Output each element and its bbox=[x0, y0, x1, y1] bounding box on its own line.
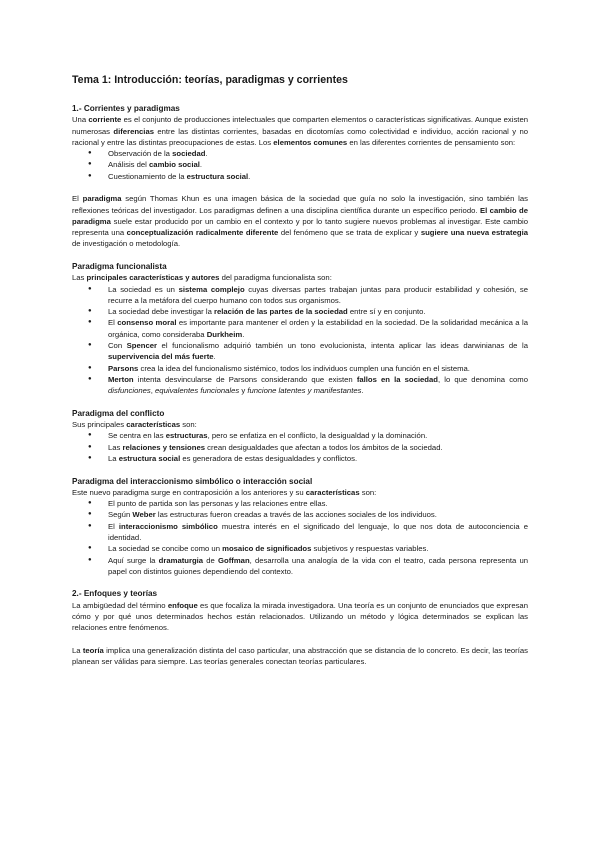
italic-text: funcione latentes y manifestantes bbox=[247, 386, 362, 396]
text-run: son: bbox=[180, 420, 197, 430]
text-run: . bbox=[248, 171, 251, 181]
text-run: entre las distintas corrientes, basadas en dicotomías como colectividad e individuo, acción racional y no racional y entre las distintas preocupaciones de estas. Los bbox=[72, 126, 528, 147]
bold-text: cambio social bbox=[149, 160, 200, 170]
bold-text: enfoque bbox=[167, 600, 198, 610]
text-run: El bbox=[108, 521, 119, 531]
text-run: subjetivos y respuestas variables. bbox=[311, 544, 429, 554]
text-run: Con bbox=[108, 341, 127, 351]
bold-text: fallos en la sociedad bbox=[356, 374, 438, 384]
text-run: Cuestionamiento de la bbox=[108, 171, 187, 181]
text-run: , desarrolla una analogía de la vida con el teatro, cada persona representa un papel con distintos guiones dependiendo del contexto. bbox=[108, 555, 529, 576]
section-heading-interaccionismo: Paradigma del interaccionismo simbólico o interacción social bbox=[72, 476, 313, 486]
italic-text: equivalentes funcionales bbox=[155, 386, 240, 396]
italic-text: disfunciones bbox=[108, 386, 151, 396]
bold-text: estructura social bbox=[118, 453, 181, 463]
text-run: Análisis del bbox=[108, 160, 150, 170]
bold-text: Durkheim bbox=[206, 329, 243, 339]
paragraph-paradigma bbox=[72, 193, 528, 249]
text-run: es importante para mantener el orden y la estabilidad en la sociedad. De la solidaridad mecánica a la orgánica, como consideraba bbox=[108, 318, 528, 339]
document-title: Tema 1: Introducción: teorías, paradigmas y corrientes bbox=[72, 74, 348, 86]
bold-text: consenso moral bbox=[117, 318, 177, 328]
text-run: y bbox=[239, 386, 248, 396]
text-run: Las bbox=[108, 442, 123, 452]
paragraph-corriente bbox=[72, 114, 528, 148]
bold-text: sistema complejo bbox=[178, 284, 245, 294]
bold-text: relación de las partes de la sociedad bbox=[214, 307, 348, 317]
text-run: son: bbox=[359, 487, 377, 497]
bullet-list-conflicto bbox=[72, 430, 528, 464]
bold-text: interaccionismo simbólico bbox=[118, 521, 218, 531]
paragraph-teoria bbox=[72, 645, 528, 668]
text-run: intenta desvincularse de Parsons considerando que existen bbox=[133, 374, 357, 384]
list-item bbox=[72, 148, 528, 159]
text-run: La sociedad debe investigar la bbox=[108, 307, 214, 317]
text-run: La sociedad es un bbox=[108, 284, 179, 294]
section-heading-conflicto: Paradigma del conflicto bbox=[72, 408, 165, 418]
list-item bbox=[72, 363, 528, 374]
list-item bbox=[72, 340, 528, 363]
bold-text: Weber bbox=[132, 510, 156, 520]
bold-text: El cambio de paradigma bbox=[72, 205, 528, 226]
section-heading-funcionalista: Paradigma funcionalista bbox=[72, 262, 167, 272]
paragraph-enfoque bbox=[72, 600, 528, 634]
text-run: , lo que denomina como bbox=[437, 374, 528, 384]
bold-text: dramaturgia bbox=[158, 555, 204, 565]
bold-text: mosaico de significados bbox=[222, 544, 312, 554]
text-run: . bbox=[205, 149, 208, 159]
text-run: es el conjunto de producciones intelectuales que comparten elementos o características significativas. Aunque existen numerosas bbox=[72, 115, 528, 136]
text-run: El bbox=[108, 318, 118, 328]
text-run: Una bbox=[72, 115, 89, 125]
bold-text: paradigma bbox=[82, 194, 122, 204]
text-run: . bbox=[199, 160, 203, 170]
list-item bbox=[72, 430, 528, 441]
text-run: del paradigma funcionalista son: bbox=[219, 273, 332, 283]
text-run: del fenómeno que se trata de explicar y bbox=[278, 228, 421, 238]
text-run: Sus principales bbox=[72, 420, 127, 430]
paragraph-funcionalista-intro bbox=[72, 272, 528, 283]
bold-text: diferencias bbox=[113, 126, 154, 136]
text-run: , bbox=[150, 386, 156, 396]
list-item bbox=[72, 521, 528, 544]
list-item bbox=[72, 509, 528, 520]
bold-text: corriente bbox=[88, 115, 122, 125]
text-run: según Thomas Khun es una imagen básica de la sociedad que guía no solo la investigación, sino también las reflexiones teóricas del investigador. Los paradigmas definen a una disciplina científica durante un específico periodo. bbox=[72, 194, 528, 215]
text-run: El punto de partida son las personas y las relaciones entre ellas. bbox=[108, 499, 328, 509]
paragraph-conflicto-intro bbox=[72, 419, 528, 430]
bold-text: sugiere una nueva estrategia bbox=[420, 228, 528, 238]
bold-text: sociedad bbox=[172, 149, 206, 159]
bullet-list-elementos bbox=[72, 148, 528, 182]
text-run: crea la idea del funcionalismo sistémico, todos los individuos cumplen una función en el sistema. bbox=[138, 363, 470, 373]
text-run: La bbox=[108, 453, 119, 463]
list-item bbox=[72, 317, 528, 340]
text-run: de bbox=[203, 555, 219, 565]
text-run: muestra interés en el significado del lenguaje, lo que nos dota de autoconciencia e identidad. bbox=[108, 521, 528, 542]
text-run: implica una generalización distinta del caso particular, una abstracción que se distancia de lo concreto. Es decir, las teorías planean ser válidas para siempre. Las teorías generales conectan teorías particulares. bbox=[72, 645, 529, 667]
list-item bbox=[72, 453, 528, 464]
bold-text: supervivencia del más fuerte bbox=[108, 352, 214, 362]
text-run: . bbox=[242, 329, 245, 339]
text-run: entre sí y en conjunto. bbox=[347, 307, 426, 317]
bullet-list-interaccionismo bbox=[72, 498, 528, 577]
text-run: es generadora de estas desigualdades y conflictos. bbox=[180, 453, 358, 463]
list-item bbox=[72, 284, 528, 307]
text-run: , pero se enfatiza en el conflicto, la desigualdad y la dominación. bbox=[207, 431, 428, 441]
text-run: las estructuras fueron creadas a través de las acciones sociales de los individuos. bbox=[155, 510, 437, 520]
bold-text: Spencer bbox=[126, 341, 157, 351]
text-run: de investigación o metodología. bbox=[72, 239, 181, 249]
text-run: La sociedad se concibe como un bbox=[108, 544, 223, 554]
bold-text: características bbox=[126, 420, 181, 430]
list-item bbox=[72, 543, 528, 554]
bold-text: características bbox=[305, 487, 360, 497]
list-item bbox=[72, 442, 528, 453]
list-item bbox=[72, 306, 528, 317]
bold-text: relaciones y tensiones bbox=[122, 442, 205, 452]
paragraph-interaccionismo-intro bbox=[72, 487, 528, 498]
text-run: Aquí surge la bbox=[108, 555, 159, 565]
text-run: suele estar producido por un cambio en el contexto y por lo tanto sugiere nuevos problemas al investigar. Este cambio representa una bbox=[72, 216, 528, 238]
section-heading-corrientes: 1.- Corrientes y paradigmas bbox=[72, 104, 180, 113]
text-run: el funcionalismo adquirió también un tono evolucionista, intenta aplicar las ideas darwinianas de la bbox=[157, 341, 528, 351]
bold-text: estructura social bbox=[186, 171, 249, 181]
bold-text: Merton bbox=[108, 374, 134, 384]
bold-text: Parsons bbox=[108, 363, 139, 373]
text-run: crean desigualdades que afectan a todos los ámbitos de la sociedad. bbox=[205, 442, 443, 452]
text-run: Según bbox=[108, 510, 133, 520]
text-run: Este nuevo paradigma surge en contraposición a los anteriores y su bbox=[72, 487, 306, 497]
list-item bbox=[72, 374, 528, 397]
list-item bbox=[72, 159, 528, 170]
text-run: La bbox=[72, 645, 83, 655]
text-run: El bbox=[72, 194, 83, 204]
text-run: Observación de la bbox=[108, 149, 173, 159]
text-run: es que focaliza la mirada investigadora. Una teoría es un conjunto de enunciados que expresan cómo y por qué unos determinados hechos están relacionados. Utilizando un método y lógica determinados se explican las relaciones entre fenómenos. bbox=[72, 600, 528, 633]
text-run: Se centra en las bbox=[108, 431, 166, 441]
list-item bbox=[72, 171, 528, 182]
bold-text: conceptualización radicalmente diferente bbox=[126, 228, 279, 238]
bold-text: estructuras bbox=[165, 431, 208, 441]
bold-text: principales características y autores bbox=[86, 273, 220, 283]
list-item bbox=[72, 555, 528, 578]
list-item bbox=[72, 498, 528, 509]
text-run: La ambigüedad del término bbox=[72, 600, 168, 610]
bold-text: Goffman bbox=[218, 555, 250, 565]
bullet-list-funcionalista bbox=[72, 284, 528, 397]
text-run: Las bbox=[72, 273, 87, 283]
text-run: . bbox=[213, 352, 216, 362]
section-heading-enfoques: 2.- Enfoques y teorías bbox=[72, 589, 158, 599]
bold-text: elementos comunes bbox=[273, 137, 348, 147]
bold-text: teoría bbox=[82, 645, 104, 655]
text-run: en las diferentes corrientes de pensamiento son: bbox=[347, 137, 516, 147]
text-run: cuyas diversas partes trabajan juntas para producir estabilidad y cohesión, se recurre a la metáfora del cuerpo humano con todos sus organismos. bbox=[108, 284, 528, 305]
text-run: . bbox=[361, 386, 364, 396]
